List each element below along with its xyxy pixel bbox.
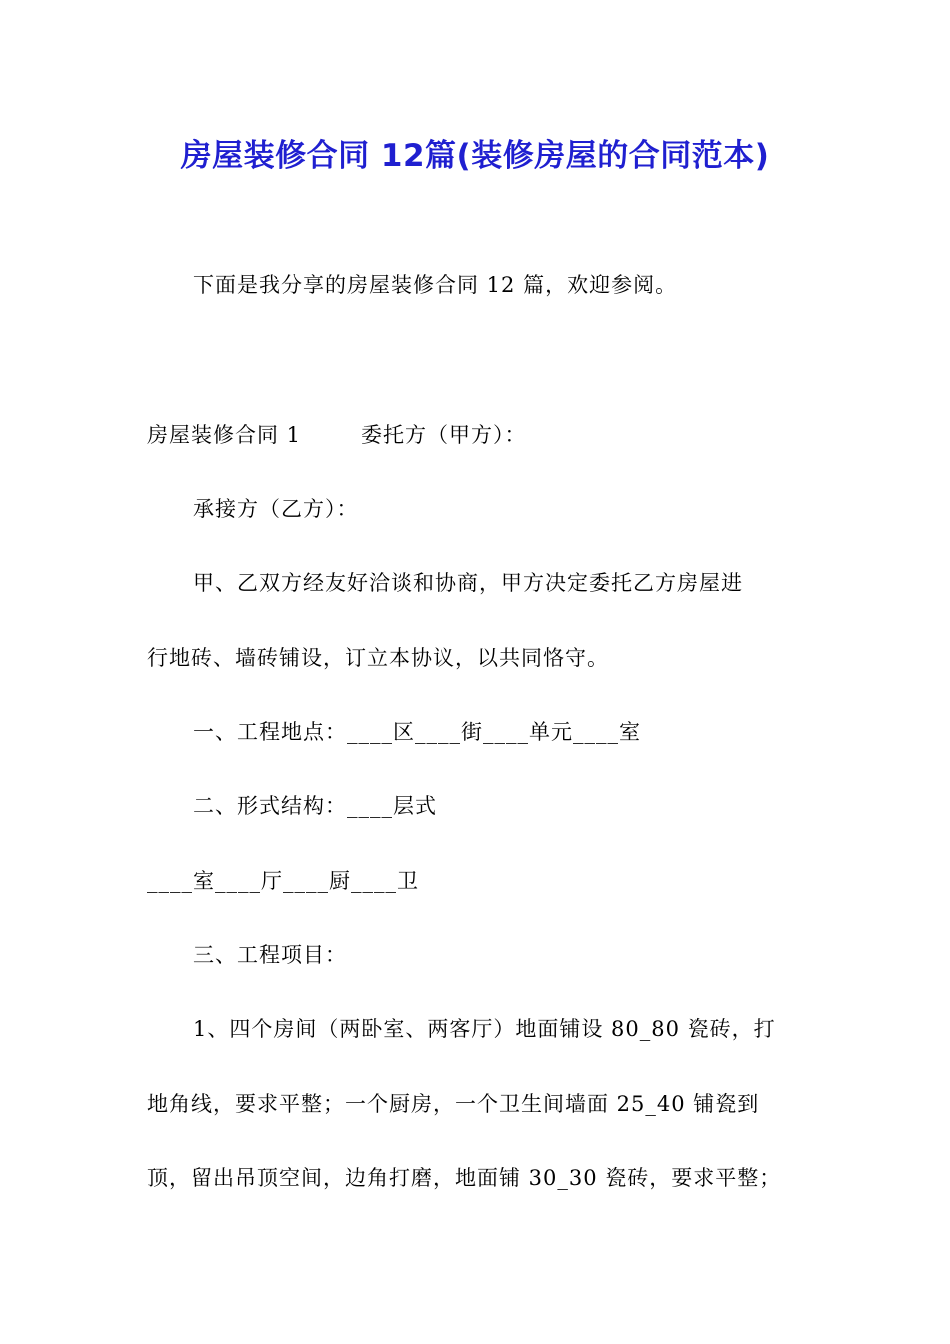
document-title: 房屋装修合同 12篇(装修房屋的合同范本): [180, 138, 770, 174]
client-label: 委托方（甲方）：: [361, 423, 527, 447]
section-heading: 房屋装修合同 1: [147, 423, 302, 447]
section-heading-row: [147, 420, 527, 450]
paragraph-1-line-2: 行地砖、墙砖铺设，订立本协议，以共同恪守。: [147, 646, 609, 670]
clause-project-1-line-2: 地角线，要求平整；一个厨房，一个卫生间墙面 25_40 铺瓷到: [147, 1092, 760, 1116]
clause-rooms: ____室____厅____厨____卫: [147, 869, 419, 893]
contractor-label: 承接方（乙方）：: [193, 497, 359, 521]
intro-paragraph: 下面是我分享的房屋装修合同 12 篇，欢迎参阅。: [193, 273, 678, 297]
clause-project-1-line-3: 顶，留出吊顶空间，边角打磨，地面铺 30_30 瓷砖，要求平整；: [147, 1166, 782, 1190]
clause-structure: 二、形式结构：____层式: [193, 794, 437, 818]
clause-location: 一、工程地点：____区____街____单元____室: [193, 720, 641, 744]
clause-project-1-line-1: 1、四个房间（两卧室、两客厅）地面铺设 80_80 瓷砖，打: [193, 1017, 776, 1041]
clause-project-heading: 三、工程项目：: [193, 943, 347, 967]
paragraph-1-line-1: 甲、乙双方经友好洽谈和协商，甲方决定委托乙方房屋进: [193, 571, 743, 595]
